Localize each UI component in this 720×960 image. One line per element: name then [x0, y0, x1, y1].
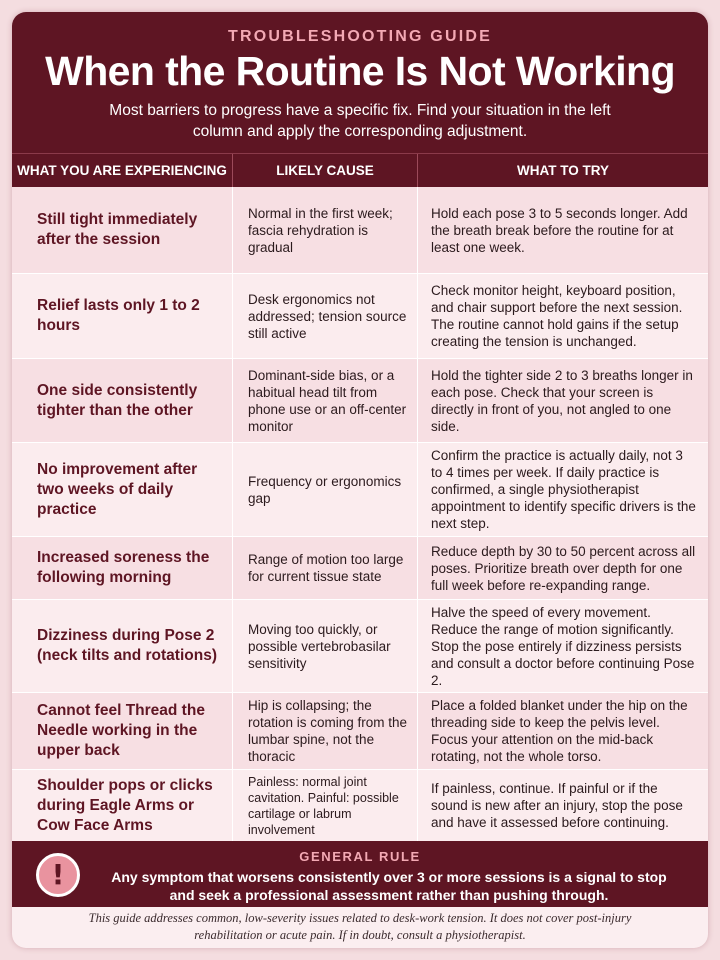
- experience-cell: Dizziness during Pose 2 (neck tilts and rotations): [37, 627, 217, 664]
- experience-cell: Relief lasts only 1 to 2 hours: [37, 297, 200, 334]
- general-rule-title: GENERAL RULE: [299, 849, 421, 864]
- experience-cell: Increased soreness the following morning: [37, 549, 210, 586]
- table-row: [12, 274, 708, 359]
- general-rule-banner: [12, 841, 708, 907]
- experience-cell: No improvement after two weeks of daily practice: [37, 460, 198, 518]
- cause-cell: Range of motion too large for current tissue state: [248, 552, 404, 584]
- troubleshooting-guide-card: [12, 12, 708, 948]
- fix-cell: Place a folded blanket under the hip on the threading side to keep the pelvis level. Focus your attention on the mid-back rotating, not the whole torso.: [431, 698, 688, 764]
- table-row: [12, 693, 708, 770]
- table-row: [12, 600, 708, 693]
- fix-cell: Check monitor height, keyboard position, and chair support before the next session. The routine cannot hold gains if the setup creating the tension is unchanged.: [431, 283, 683, 349]
- fix-cell: Hold each pose 3 to 5 seconds longer. Add the breath break before the routine for at least one week.: [431, 205, 688, 255]
- cause-cell: Painless: normal joint cavitation. Painful: possible cartilage or labrum involvement: [248, 774, 399, 837]
- fix-cell: Reduce depth by 30 to 50 percent across all poses. Prioritize breath over depth for one full week before re-expanding range.: [431, 543, 696, 593]
- table-row: [12, 443, 708, 537]
- column-header-cause: LIKELY CAUSE: [276, 163, 374, 178]
- table-header: [12, 153, 708, 188]
- fix-cell: Halve the speed of every movement. Reduce the range of motion significantly. Stop the pose entirely if dizziness persists and consult a doctor before continuing Pose 2.: [431, 604, 695, 688]
- table-row: [12, 537, 708, 600]
- guide-header: [12, 12, 708, 153]
- guide-intro: Most barriers to progress have a specific fix. Find your situation in the left column and apply the corresponding adjustment.: [109, 102, 611, 140]
- experience-cell: Shoulder pops or clicks during Eagle Arms or Cow Face Arms: [37, 776, 213, 834]
- cause-cell: Frequency or ergonomics gap: [248, 473, 402, 506]
- experience-cell: Cannot feel Thread the Needle working in the upper back: [37, 702, 205, 759]
- table-row: [12, 770, 708, 842]
- cause-cell: Desk ergonomics not addressed; tension source still active: [248, 291, 407, 341]
- column-header-experience: WHAT YOU ARE EXPERIENCING: [17, 163, 227, 178]
- guide-title: When the Routine Is Not Working: [45, 48, 675, 94]
- cause-cell: Normal in the first week; fascia rehydration is gradual: [248, 205, 393, 255]
- experience-cell: One side consistently tighter than the other: [37, 381, 198, 419]
- fix-cell: Hold the tighter side 2 to 3 breaths longer in each pose. Check that your screen is directly in front of you, not angled to one side.: [431, 367, 693, 434]
- general-rule-text: Any symptom that worsens consistently over 3 or more sessions is a signal to stop and seek a professional assessment rather than pushing through.: [111, 869, 667, 903]
- cause-cell: Hip is collapsing; the rotation is coming from the lumbar spine, not the thoracic: [248, 698, 408, 764]
- fix-cell: If painless, continue. If painful or if the sound is new after an injury, stop the pose and have it assessed before continuing.: [431, 781, 683, 830]
- table-row: [12, 187, 708, 274]
- cause-cell: Dominant-side bias, or a habitual head tilt from phone use or an off-center monitor: [248, 367, 407, 434]
- guide-eyebrow: TROUBLESHOOTING GUIDE: [228, 28, 492, 45]
- exclamation-icon: !: [36, 853, 80, 897]
- table-row: [12, 359, 708, 443]
- column-header-fix: WHAT TO TRY: [517, 163, 609, 178]
- fix-cell: Confirm the practice is actually daily, not 3 to 4 times per week. If daily practice is confirmed, a single physiotherapist appointment to identify specific drivers is the next step.: [431, 448, 696, 531]
- disclaimer-footer: This guide addresses common, low-severity issues related to desk-work tension. It does not cover post-injury rehabilitation or acute pain. If in doubt, consult a physiotherapist.: [88, 911, 632, 942]
- cause-cell: Moving too quickly, or possible vertebrobasilar sensitivity: [248, 621, 391, 671]
- experience-cell: Still tight immediately after the session: [37, 211, 198, 248]
